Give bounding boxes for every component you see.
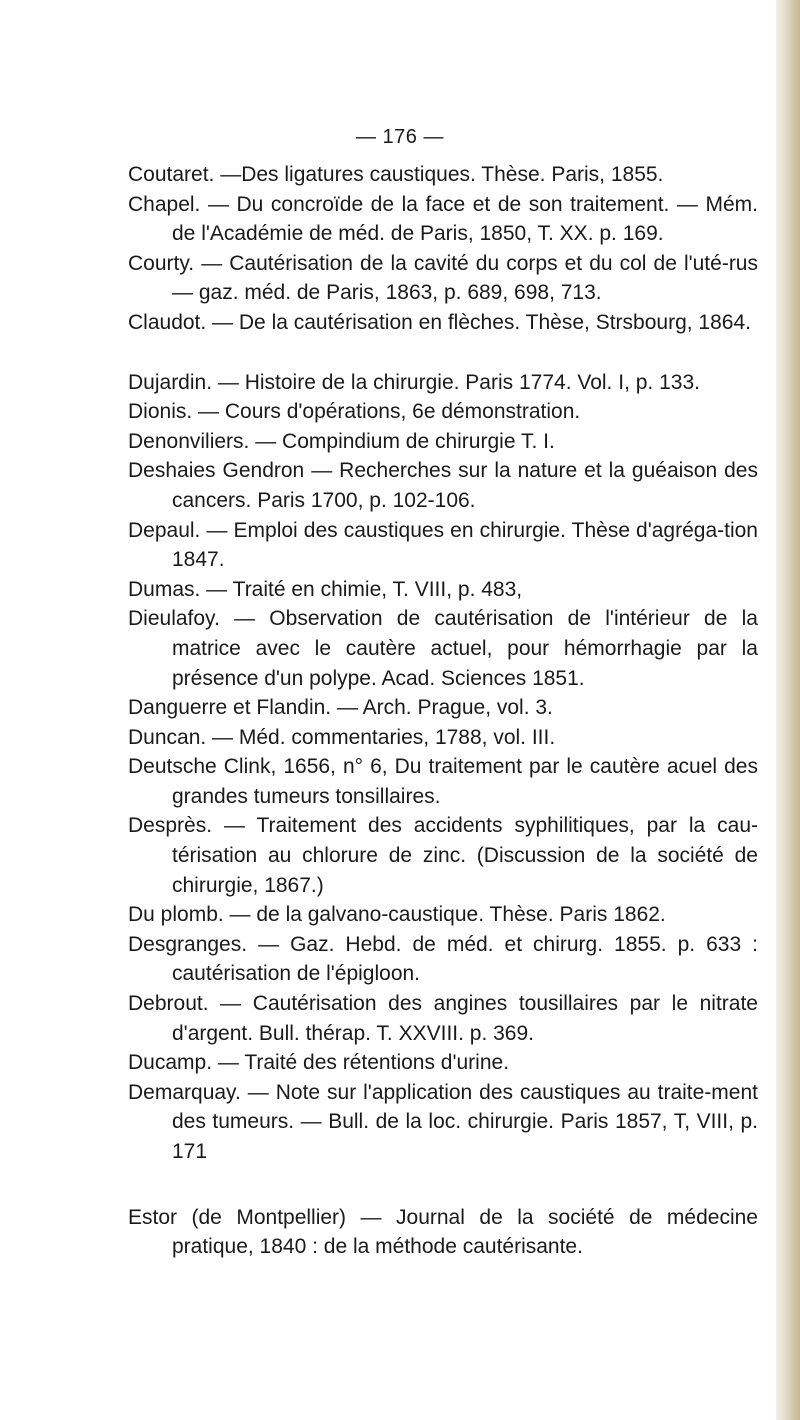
bibliography-entry: Deutsche Clink, 1656, n° 6, Du traitement par le cautère acuel des grandes tumeurs tonsillaires. bbox=[128, 755, 758, 808]
bibliography-entry: Du plomb. — de la galvano-caustique. Thèse. Paris 1862. bbox=[128, 903, 666, 927]
bibliography-list bbox=[128, 160, 758, 1262]
bibliography-entry: Dionis. — Cours d'opérations, 6e démonstration. bbox=[128, 400, 581, 424]
page-edge-shadow bbox=[776, 0, 800, 1420]
bibliography-entry: Dieulafoy. — Observation de cautérisation de l'intérieur de la matrice avec le cautère actuel, pour hémorrhagie par la présence d'un polype. Acad. Sciences 1851. bbox=[128, 607, 758, 690]
bibliography-entry: Desprès. — Traitement des accidents syphilitiques, par la cau-térisation au chlorure de zinc. (Discussion de la société de chirurgie, 1867.) bbox=[128, 814, 758, 897]
bibliography-entry: Courty. — Cautérisation de la cavité du corps et du col de l'uté-rus — gaz. méd. de Paris, 1863, p. 689, 698, 713. bbox=[128, 251, 758, 305]
bibliography-entry: Dujardin. — Histoire de la chirurgie. Paris 1774. Vol. I, p. 133. bbox=[128, 370, 700, 394]
bibliography-entry: Claudot. — De la cautérisation en flèches. Thèse, Strsbourg, 1864. bbox=[128, 310, 751, 334]
bibliography-entry: Duncan. — Méd. commentaries, 1788, vol. III. bbox=[128, 725, 556, 749]
bibliography-entry: Chapel. — Du concroïde de la face et de son traitement. — Mém. de l'Académie de méd. de Paris, 1850, T. XX. p. 169. bbox=[128, 192, 758, 246]
bibliography-entry: Estor (de Montpellier) — Journal de la société de médecine pratique, 1840 : de la méthode cautérisante. bbox=[128, 1205, 758, 1259]
bibliography-entry: Depaul. — Emploi des caustiques en chirurgie. Thèse d'agréga-tion 1847. bbox=[128, 518, 758, 572]
bibliography-entry: Coutaret. —Des ligatures caustiques. Thèse. Paris, 1855. bbox=[128, 163, 664, 186]
bibliography-entry: Desgranges. — Gaz. Hebd. de méd. et chirurg. 1855. p. 633 : cautérisation de l'épigloon. bbox=[128, 932, 758, 986]
bibliography-entry: Danguerre et Flandin. — Arch. Prague, vol. 3. bbox=[128, 696, 553, 720]
bibliography-entry: Denonviliers. — Compindium de chirurgie T. I. bbox=[128, 429, 555, 453]
bibliography-entry: Ducamp. — Traité des rétentions d'urine. bbox=[128, 1051, 510, 1075]
page-number: — 176 — bbox=[356, 126, 444, 148]
bibliography-entry: Deshaies Gendron — Recherches sur la nature et la guéaison des cancers. Paris 1700, p. 102-106. bbox=[128, 459, 758, 512]
bibliography-entry: Demarquay. — Note sur l'application des caustiques au traite-ment des tumeurs. — Bull. de la loc. chirurgie. Paris 1857, T, VIII, p. 171 bbox=[128, 1080, 758, 1163]
bibliography-entry: Dumas. — Traité en chimie, T. VIII, p. 483, bbox=[128, 577, 523, 601]
bibliography-entry: Debrout. — Cautérisation des angines tousillaires par le nitrate d'argent. Bull. thérap. T. XXVIII. p. 369. bbox=[128, 992, 758, 1045]
